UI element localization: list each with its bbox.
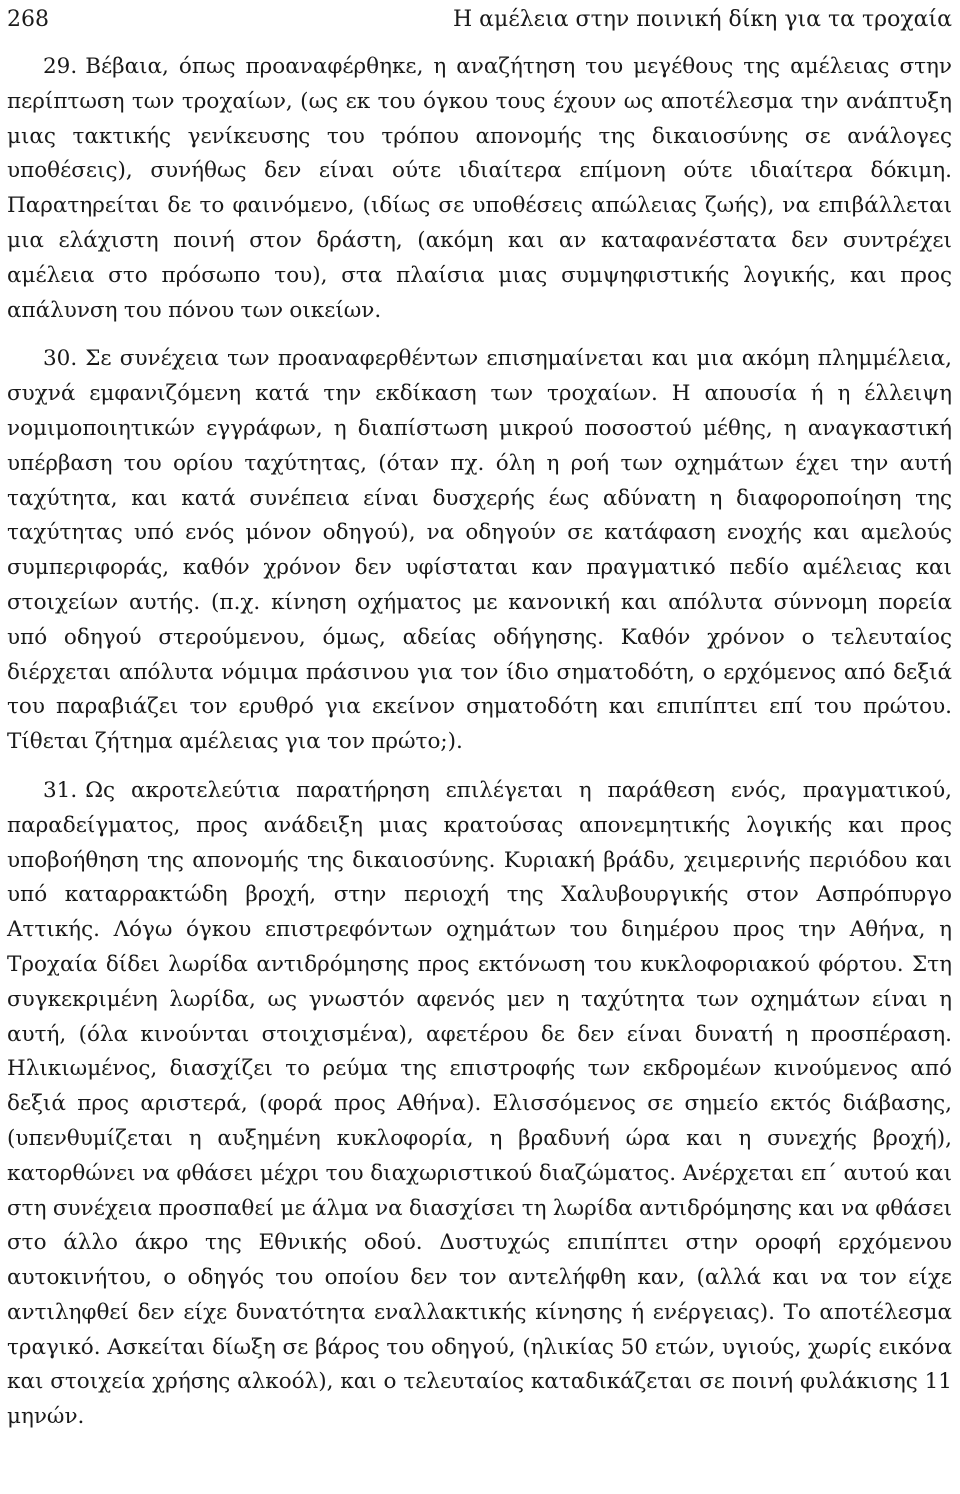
running-header <box>7 2 952 38</box>
running-title: Η αμέλεια στην ποινική δίκη για τα τροχαία <box>453 7 952 32</box>
paragraph-31 <box>7 774 952 1435</box>
page-number: 268 <box>7 7 49 32</box>
paragraph-number: 29. <box>43 54 78 79</box>
paragraph-number: 30. <box>43 346 78 372</box>
paragraph-30 <box>7 342 952 760</box>
paragraph-text: Σε συνέχεια των προαναφερθέντων επισημαίνεται και μια ακόμη πλημμέλεια, συχνά εμφανιζόμενη κατά την εκδίκαση των τροχαίων. Η απουσία ή η έλλειψη νομιμοποιητικών εγγράφων, η διαπίστωση μικρού ποσοστού μέθης, η αναγκαστική υπέρβαση του ορίου ταχύτητας, (όταν πχ. όλη η ροή των οχημάτων έχει την αυτή ταχύτητα, και κατά συνέπεια είναι δυσχερής έως αδύνατη η διαφοροποίηση της ταχύτητας υπό ενός μόνον οδηγού), να οδηγούν σε κατάφαση ενοχής και αμελούς συμπεριφοράς, καθόν χρόνον δεν υφίσταται καν πραγματικό πεδίο αμέλειας και στοιχείων αυτής. (π.χ. κίνηση οχήματος με κανονική και απόλυτα σύννομη πορεία υπό οδηγού στερούμενου, όμως, αδείας οδήγησης. Καθόν χρόνον ο τελευταίος διέρχεται απόλυτα νόμιμα πράσινου για τον ίδιο σηματοδότη, ο ερχόμενος από δεξιά του παραβιάζει τον ερυθρό για εκείνον σηματοδότη και επιπίπτει επί του πρώτου. Τίθεται ζήτημα αμέλειας για τον πρώτο;). <box>7 346 952 755</box>
paragraph-text: Ως ακροτελεύτια παρατήρηση επιλέγεται η παράθεση ενός, πραγματικού, παραδείγματος, προς ανάδειξη μιας κρατούσας απονεμητικής λογικής και προς υποβοήθηση της απονομής της δικαιοσύνης. Κυριακή βράδυ, χειμερινής περιόδου και υπό καταρρακτώδη βροχή, στην περιοχή της Χαλυβουργικής στον Ασπρόπυργο Αττικής. Λόγω όγκου επιστρεφόντων οχημάτων του διημέρου προς την Αθήνα, η Τροχαία δίδει λωρίδα αντιδρόμησης προς εκτόνωση του κυκλοφοριακού φόρτου. Στη συγκεκριμένη λωρίδα, ως γνωστόν αφενός μεν η ταχύτητα των οχημάτων είναι η αυτή, (όλα κινούνται στοιχισμένα), αφετέρου δε δεν είναι δυνατή η προσπέραση. Ηλικιωμένος, διασχίζει το ρεύμα της επιστροφής των εκδρομέων κινούμενος από δεξιά προς αριστερά, (φορά προς Αθήνα). Ελισσόμενος σε σημείο εκτός διάβασης, (υπενθυμίζεται η αυξημένη κυκλοφορία, η βραδυνή ώρα και η συνεχής βροχή), κατορθώνει να φθάσει μέχρι του διαχωριστικού διαζώματος. Ανέρχεται επ΄ αυτού και στη συνέχεια προσπαθεί με άλμα να διασχίσει τη λωρίδα αντιδρόμησης και να φθάσει στο άλλο άκρο της Εθνικής οδού. Δυστυχώς επιπίπτει στην οροφή ερχόμενου αυτοκινήτου, ο οδηγός του οποίου δεν τον αντελήφθη καν, (αλλά και να τον είχε αντιληφθεί δεν είχε δυνατότητα εναλλακτικής κίνησης ή ενέργειας). Το αποτέλεσμα τραγικό. Ασκείται δίωξη σε βάρος του οδηγού, (ηλικίας 50 ετών, υγιούς, χωρίς εικόνα και στοιχεία χρήσης αλκοόλ), και ο τελευταίος καταδικάζεται σε ποινή φυλάκισης 11 μηνών. <box>7 777 952 1430</box>
paragraph-29 <box>7 50 952 328</box>
paragraph-text: Βέβαια, όπως προαναφέρθηκε, η αναζήτηση του μεγέθους της αμέλειας στην περίπτωση των τροχαίων, (ως εκ του όγκου τους έχουν ως αποτέλεσμα την ανάπτυξη μιας τακτικής γενίκευσης του τρόπου απονομής της δικαιοσύνης σε ανάλογες υποθέσεις), συνήθως δεν είναι ούτε ιδιαίτερα επίμονη ούτε ιδιαίτερα δόκιμη. Παρατηρείται δε το φαινόμενο, (ιδίως σε υποθέσεις απώλειας ζωής), να επιβάλλεται μια ελάχιστη ποινή στον δράστη, (ακόμη και αν καταφανέστατα δεν συντρέχει αμέλεια στο πρόσωπο του), στα πλαίσια μιας συμψηφιστικής λογικής, και προς απάλυνση του πόνου των οικείων. <box>7 54 952 323</box>
paragraph-number: 31. <box>43 777 78 803</box>
